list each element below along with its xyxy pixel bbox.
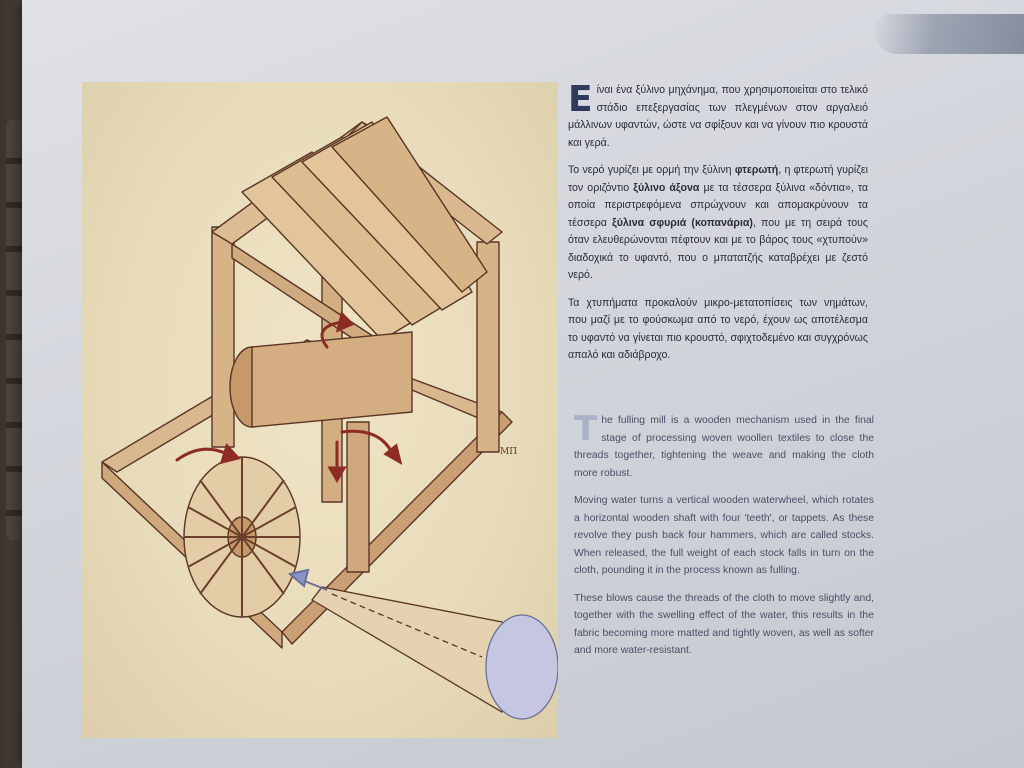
blue-arrow-icon (290, 570, 327, 590)
horizontal-shaft (252, 332, 412, 427)
greek-paragraph-1 (568, 79, 868, 152)
english-dropcap: T (574, 409, 598, 449)
greek-p2-b: φτερωτή (734, 164, 779, 176)
pointer-cone (312, 587, 558, 719)
greek-p2-e: με τα τέσσερα ξύλινα «δόντια», τα οποία περιστρεφόμενα σπρώχνουν και απομακρύνουν τα τέσσερα (568, 181, 868, 229)
panel-corner-mark (874, 14, 1024, 54)
greek-paragraph-3: Τα χτυπήματα προκαλούν μικρο-μετατοπίσεις των νημάτων, που μαζί με το φούσκωμα από το νερό, έχουν ως αποτέλεσμα το υφαντό να γίνεται πιο κρουστό, σφιχτοδεμένο και συγχρόνως απαλό και αδιάβροχο. (568, 296, 868, 361)
greek-description (568, 79, 869, 375)
greek-p2-g: , που με τη σειρά τους όταν ελευθερώνονται πέφτουν και με το βάρος τους «χτυπούν» διαδοχικά το υφαντό, που ο μπατατζής καταβρέχει με ζεστό νερό. (568, 216, 868, 281)
post-1 (212, 227, 234, 447)
fulling-mill-drawing (82, 82, 558, 738)
english-description (574, 409, 874, 670)
arrow-waterwheel (177, 449, 227, 460)
fulling-mill-illustration (82, 82, 558, 738)
greek-p1-text: ίναι ένα ξύλινο μηχάνημα, που χρησιμοποιείται στο τελικό στάδιο επεξεργασίας των πλεγμένων στον αργαλειό μάλλινων υφαντών, ώστε να σφίξουν και να γίνουν πιο κρουστά και γερά. (568, 84, 868, 149)
english-paragraph-3: These blows cause the threads of the cloth to move slightly and, together with the swelling effect of the water, this results in the fabric becoming more matted and tightly woven, as well as softer and more water-resistant. (574, 592, 874, 656)
greek-p2-f: ξύλινα σφυριά (κοπανάρια) (612, 216, 753, 229)
english-paragraph-2: Moving water turns a vertical wooden waterwheel, which rotates a horizontal wooden shaft with four 'teeth', or tappets. As these revolve they push back four hammers, which are called stocks. When released, the full weight of each stock falls in turn on the cloth, pounding it in the process known as fulling. (574, 495, 874, 576)
greek-paragraph-2 (568, 162, 868, 285)
english-p1-text: he fulling mill is a wooden mechanism used in the final stage of processing woven woollen textiles to close the threads together, tightening the weave and making the cloth more robust. (574, 415, 874, 479)
english-paragraph-1 (574, 409, 874, 482)
greek-p2-d: ξύλινο άξονα (633, 181, 700, 194)
greek-dropcap: Ε (568, 79, 593, 120)
post-3 (347, 422, 369, 572)
greek-p2-c: , η φτερωτή γυρίζει τον οριζόντιο (568, 164, 869, 194)
artist-signature: ΜΠ (500, 447, 518, 457)
greek-p2-a: Το νερό γυρίζει με ορμή την ξύλινη (568, 164, 735, 176)
